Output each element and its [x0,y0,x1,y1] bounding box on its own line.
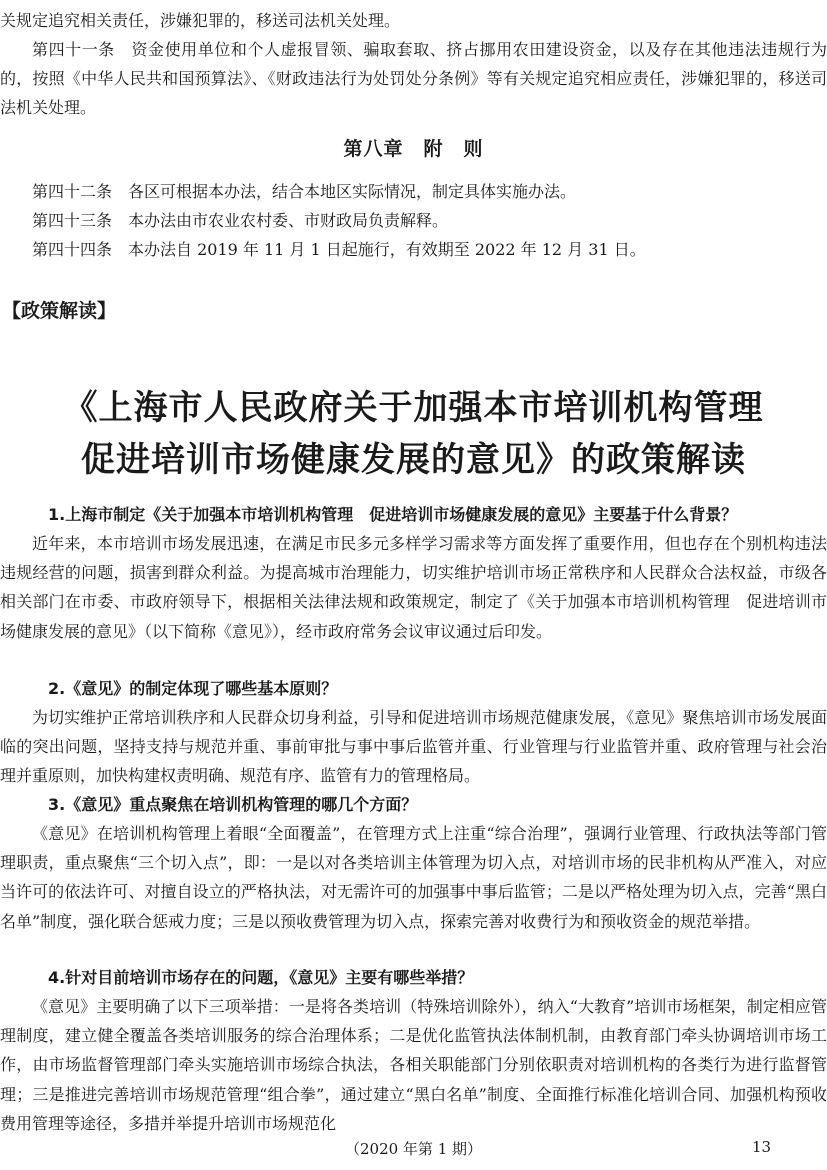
article-43: 第四十三条 本办法由市农业农村委、市财政局负责解释。 [32,211,449,230]
question-1: 1.上海市制定《关于加强本市培训机构管理 促进培训市场健康发展的意见》主要基于什么背景？ [48,505,738,524]
article-fragment-40: 关规定追究相关责任，涉嫌犯罪的，移送司法机关处理。 [0,11,401,30]
answer-1: 近年来，本市培训市场发展迅速，在满足市民多元多样学习需求等方面发挥了重要作用，但也存在个别机构违法违规经营的问题，损害到群众利益。为提高城市治理能力，切实维护培训市场正常秩序和人民群众合法权益，市级各相关部门在市委、市政府领导下，根据相关法律法规和政策规定，制定了《关于加强本市培训机构管理 促进培训市场健康发展的意见》（以下简称《意见》），经市政府常务会议审议通过后印发。 [0,534,827,641]
article-41: 第四十一条 资金使用单位和个人虚报冒领、骗取套取、挤占挪用农田建设资金，以及存在其他违法违规行为的，按照《中华人民共和国预算法》、《财政违法行为处罚处分条例》等有关规定追究相应责任，涉嫌犯罪的，移送司法机关处理。 [0,40,827,118]
page-number: 13 [752,1138,772,1156]
interpretation-title [0,382,827,486]
question-3: 3.《意见》重点聚焦在培训机构管理的哪几个方面？ [48,795,418,814]
title-line-1: 《上海市人民政府关于加强本市培训机构管理 [63,388,764,428]
section-tag-policy-interpretation: 【政策解读】 [2,300,117,322]
article-42: 第四十二条 各区可根据本办法，结合本地区实际情况，制定具体实施办法。 [32,182,577,201]
title-line-2: 促进培训市场健康发展的意见》的政策解读 [81,440,746,480]
answer-4: 《意见》主要明确了以下三项举措：一是将各类培训（特殊培训除外），纳入“大教育”培训市场框架，制定相应管理制度，建立健全覆盖各类培训服务的综合治理体系；二是优化监管执法体制机制，由教育部门牵头协调培训市场工作，由市场监督管理部门牵头实施培训市场综合执法，各相关职能部门分别依职责对培训机构的各类行为进行监督管理；三是推进完善培训市场规范管理“组合拳”，通过建立“黑白名单”制度、全面推行标准化培训合同、加强机构预收费用管理等途径，多措并举提升培训市场规范化 [0,997,827,1133]
question-4: 4.针对目前培训市场存在的问题，《意见》主要有哪些举措？ [48,968,474,987]
answer-3: 《意见》在培训机构管理上着眼“全面覆盖”，在管理方式上注重“综合治理”，强调行业管理、行政执法等部门管理职责，重点聚焦“三个切入点”，即：一是以对各类培训主体管理为切入点，对培训市场的民非机构从严准入，对应当许可的依法许可、对擅自设立的严格执法，对无需许可的加强事中事后监管；二是以严格处理为切入点，完善“黑白名单”制度，强化联合惩戒力度；三是以预收费管理为切入点，探索完善对收费行为和预收资金的规范举措。 [0,824,827,931]
question-2: 2.《意见》的制定体现了哪些基本原则？ [48,679,338,698]
article-44: 第四十四条 本办法自 2019 年 11 月 1 日起施行，有效期至 2022 年 12 月 31 日。 [32,240,646,259]
chapter-heading: 第八章 附 则 [343,138,484,160]
footer-issue: （2020 年第 1 期） [344,1140,483,1158]
answer-2: 为切实维护正常培训秩序和人民群众切身利益，引导和促进培训市场规范健康发展，《意见》聚焦培训市场发展面临的突出问题，坚持支持与规范并重、事前审批与事中事后监管并重、行业管理与行业监管并重、政府管理与社会治理并重原则，加快构建权责明确、规范有序、监管有力的管理格局。 [0,708,827,786]
